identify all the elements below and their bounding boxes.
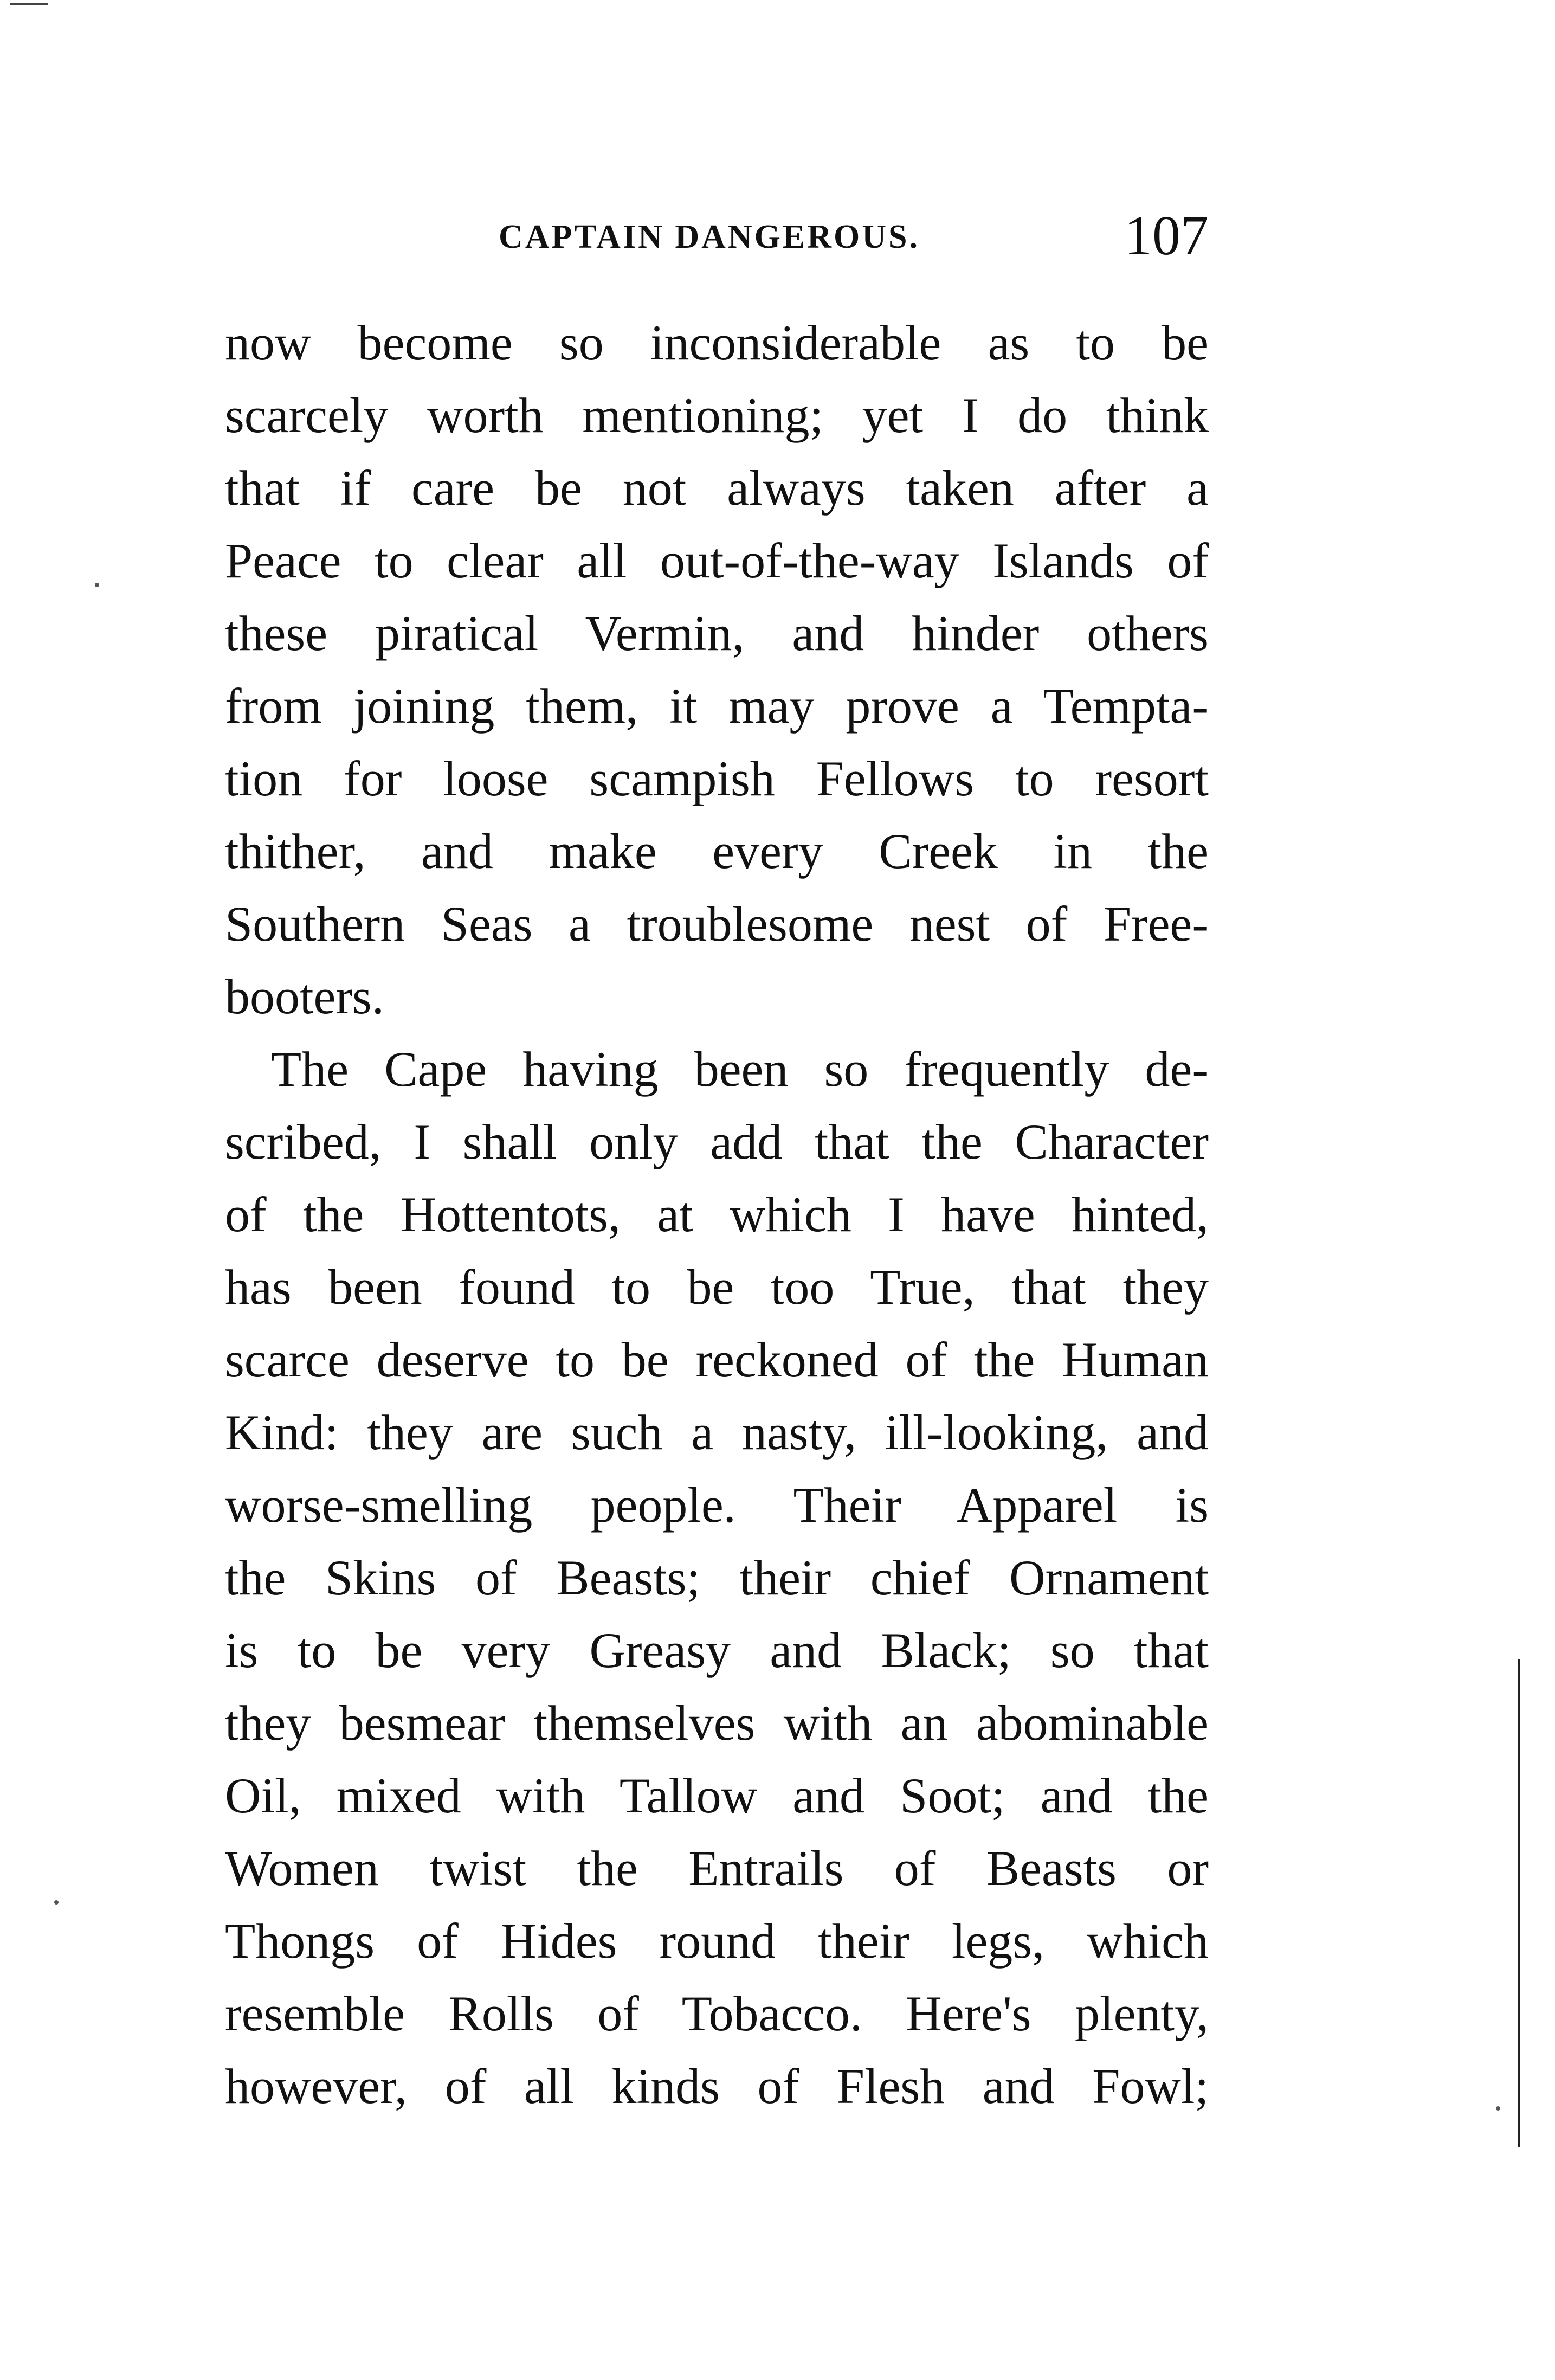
- text-line: that if care be not always taken after a: [225, 460, 1209, 516]
- text-line: is to be very Greasy and Black; so that: [225, 1623, 1209, 1678]
- text-line: Southern Seas a troublesome nest of Free-: [225, 896, 1209, 951]
- text-line: thither, and make every Creek in the: [225, 824, 1209, 879]
- paragraph-first-line: The Cape having been so frequently de-: [271, 1041, 1209, 1097]
- text-line: resemble Rolls of Tobacco. Here's plenty,: [225, 1986, 1209, 2041]
- scan-speck: [1496, 2106, 1500, 2111]
- body-text: [225, 306, 1209, 2122]
- text-line: Kind: they are such a nasty, ill-looking, and: [225, 1405, 1209, 1460]
- text-line: worse-smelling people. Their Apparel is: [225, 1477, 1209, 1533]
- text-line: Women twist the Entrails of Beasts or: [225, 1841, 1209, 1896]
- text-line: Oil, mixed with Tallow and Soot; and the: [225, 1768, 1209, 1823]
- text-line: scarcely worth mentioning; yet I do think: [225, 388, 1209, 443]
- text-line: they besmear themselves with an abominable: [225, 1695, 1209, 1751]
- scan-margin-line: [1518, 1659, 1520, 2147]
- page-number: 107: [1124, 204, 1209, 267]
- text-line: booters.: [225, 969, 384, 1024]
- running-title: CAPTAIN DANGEROUS.: [499, 218, 920, 255]
- text-line: tion for loose scampish Fellows to resort: [225, 751, 1209, 806]
- scan-speck: [54, 1900, 59, 1905]
- text-line: scribed, I shall only add that the Character: [225, 1114, 1209, 1169]
- text-line: of the Hottentots, at which I have hinted,: [225, 1187, 1209, 1242]
- running-header: [225, 206, 1209, 271]
- text-line: scarce deserve to be reckoned of the Human: [225, 1332, 1209, 1387]
- scan-artifact-mark: [10, 3, 48, 5]
- text-line: Peace to clear all out-of-the-way Islands of: [225, 533, 1209, 588]
- text-line: Thongs of Hides round their legs, which: [225, 1913, 1209, 1969]
- text-line: however, of all kinds of Flesh and Fowl;: [225, 2059, 1209, 2114]
- text-line: these piratical Vermin, and hinder others: [225, 606, 1209, 661]
- text-line: from joining them, it may prove a Tempta-: [225, 678, 1209, 734]
- text-line: now become so inconsiderable as to be: [225, 315, 1209, 370]
- scan-speck: [95, 583, 99, 587]
- text-line: has been found to be too True, that they: [225, 1259, 1209, 1315]
- text-line: the Skins of Beasts; their chief Ornament: [225, 1550, 1209, 1605]
